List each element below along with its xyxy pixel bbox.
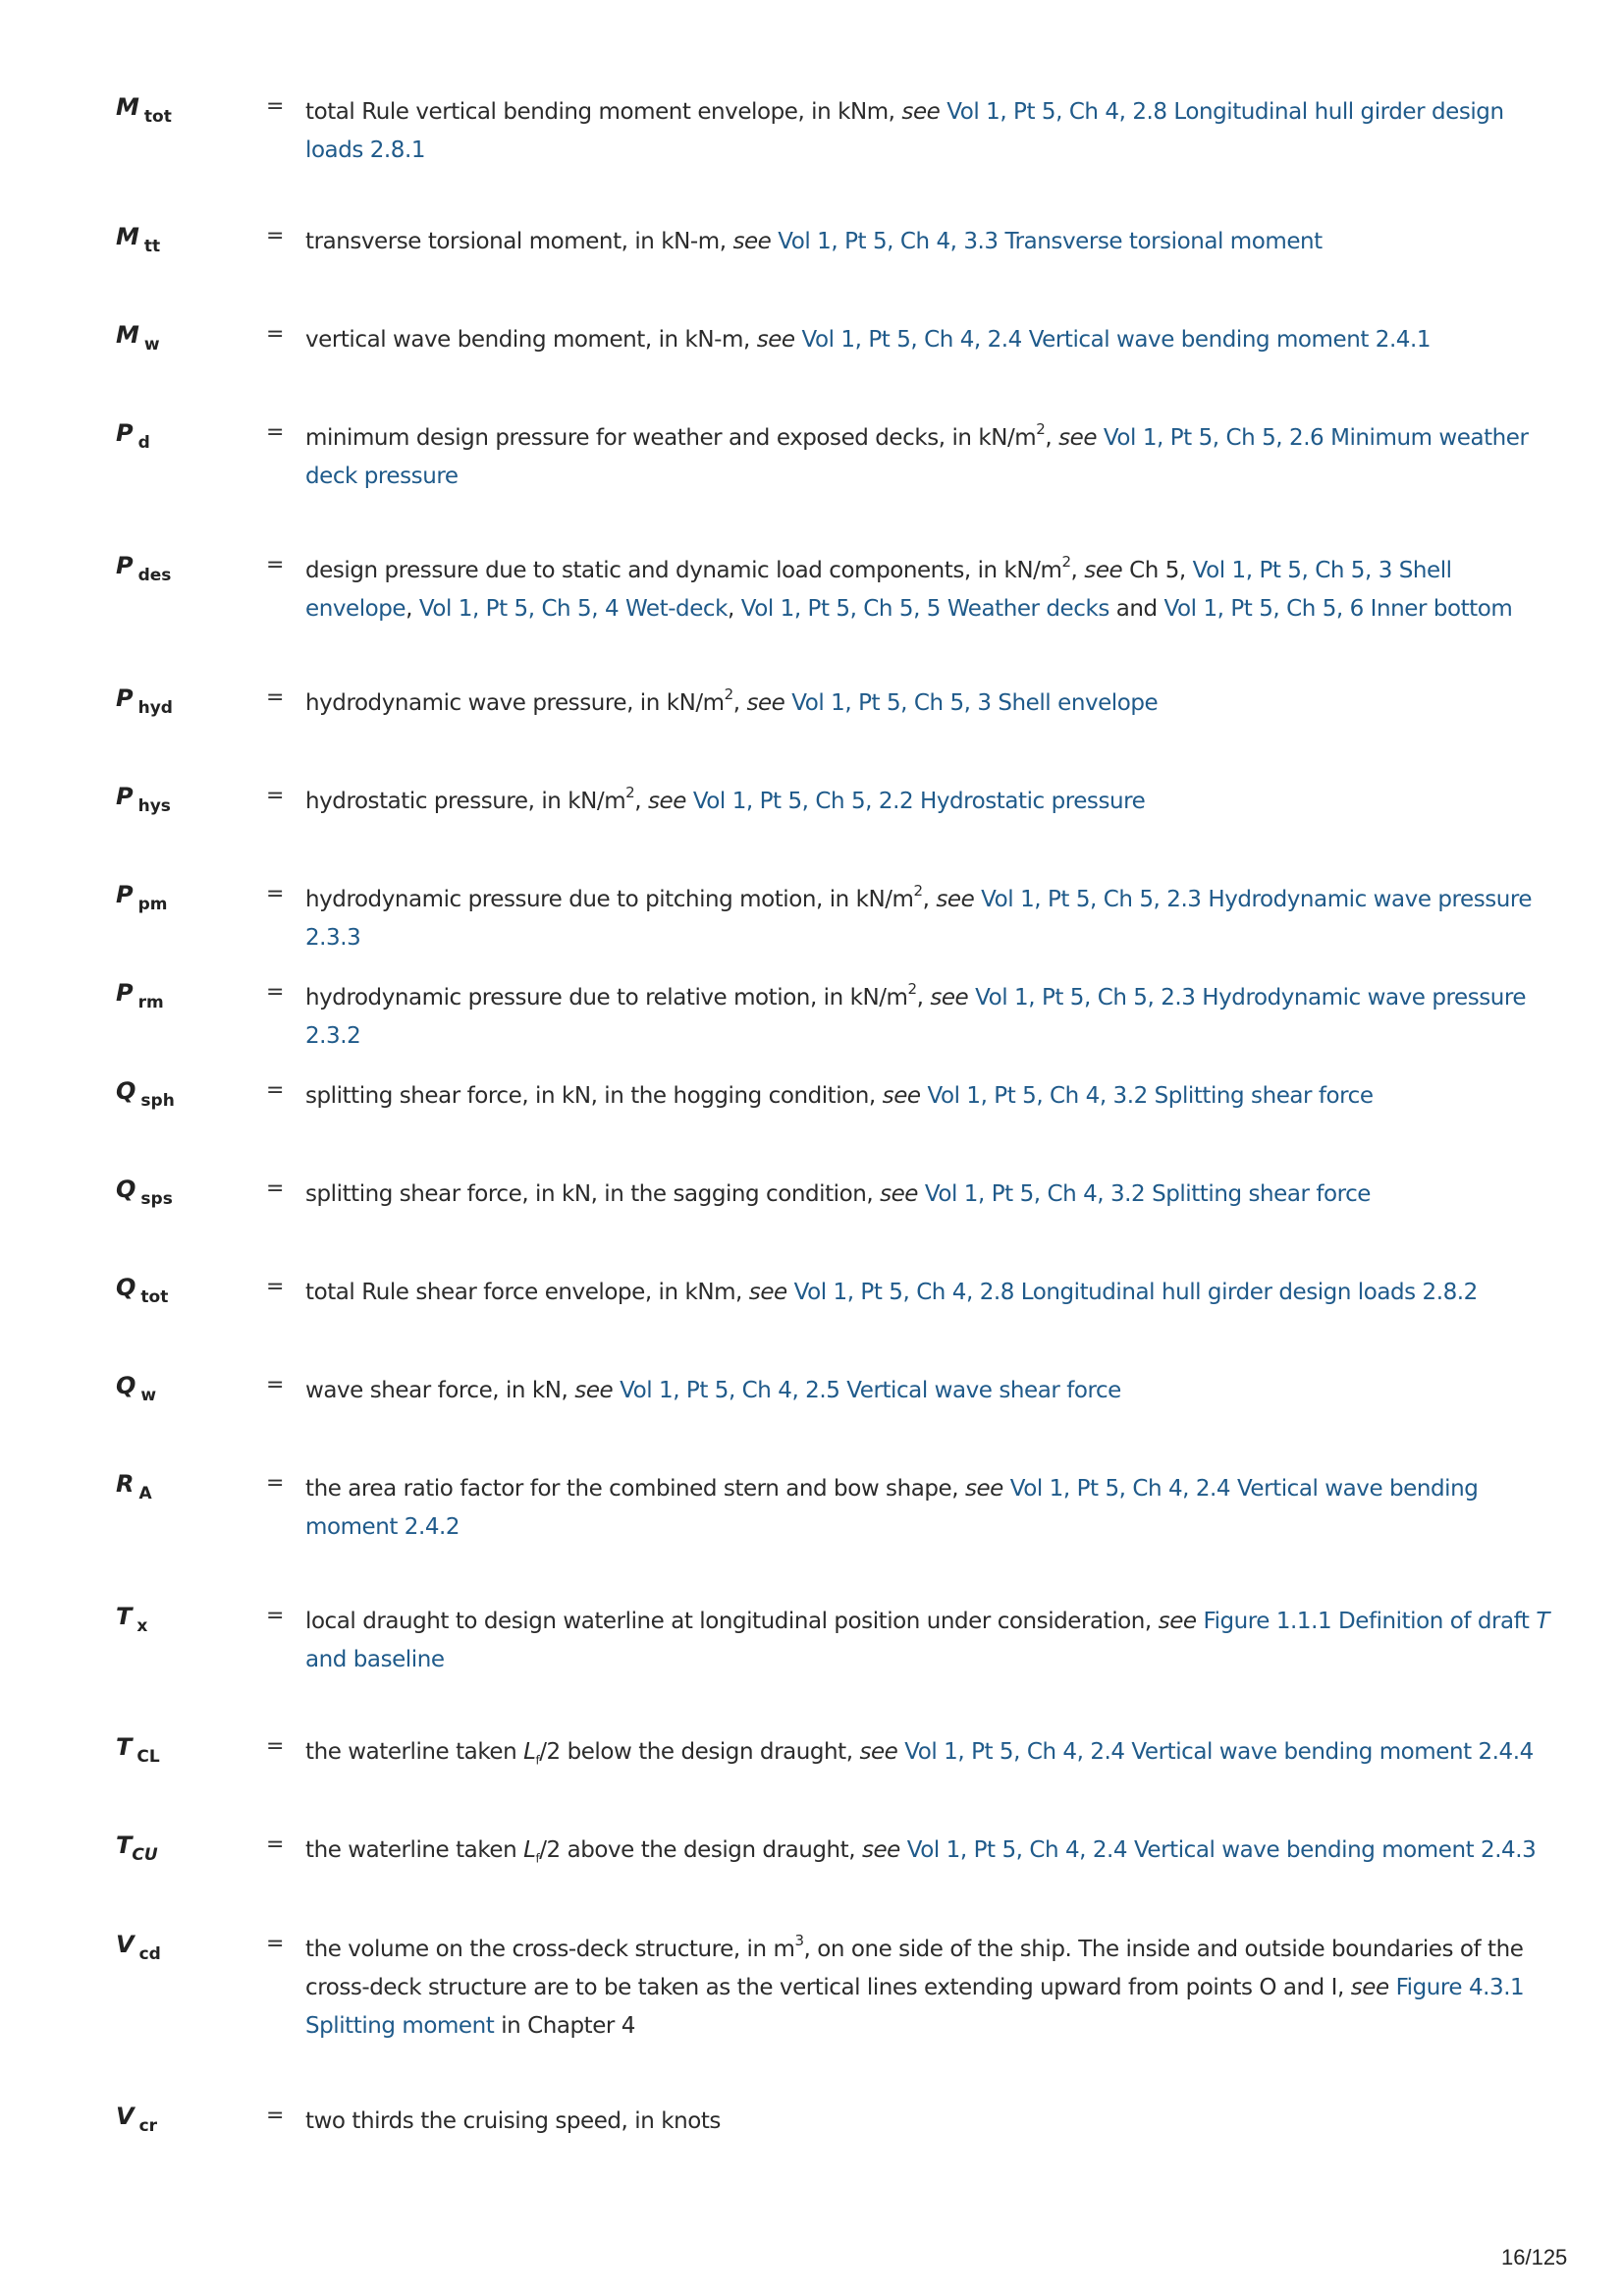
- cross-reference-link[interactable]: Vol 1, Pt 5, Ch 4, 2.8 Longitudinal hull girder design loads 2.8.1: [305, 99, 1504, 163]
- definition-text: transverse torsional moment, in kN-m, see Vol 1, Pt 5, Ch 4, 3.3 Transverse torsional moment: [305, 229, 1323, 254]
- equals-sign: =: [266, 1734, 285, 1759]
- definition-text: the area ratio factor for the combined stern and bow shape, see Vol 1, Pt 5, Ch 4, 2.4 Vertical wave bending moment 2.4.2: [305, 1476, 1479, 1540]
- cross-reference-link[interactable]: Vol 1, Pt 5, Ch 4, 2.5 Vertical wave shear force: [620, 1378, 1121, 1403]
- definition-text: hydrodynamic pressure due to pitching motion, in $kN/m^2$, see Vol 1, Pt 5, Ch 5, 2.3 Hydrodynamic wave pressure 2.3.3: [305, 882, 1533, 951]
- cross-reference-link[interactable]: Vol 1, Pt 5, Ch 4, 2.8 Longitudinal hull girder design loads 2.8.2: [793, 1280, 1478, 1305]
- equals-sign: =: [266, 2104, 285, 2128]
- equals-sign: =: [266, 1604, 285, 1628]
- cross-reference-link[interactable]: Vol 1, Pt 5, Ch 5, 2.6 Minimum weather deck pressure: [305, 425, 1529, 489]
- symbol: T $_x$: [116, 1603, 148, 1636]
- definition-text: splitting shear force, in kN, in the sagging condition, see Vol 1, Pt 5, Ch 4, 3.2 Splitting shear force: [305, 1181, 1371, 1207]
- cross-reference-link[interactable]: Vol 1, Pt 5, Ch 4, 2.4 Vertical wave bending moment 2.4.1: [801, 327, 1432, 353]
- cross-reference-link[interactable]: Vol 1, Pt 5, Ch 5, 3 Shell envelope: [791, 690, 1159, 716]
- symbol: P $_{hyd}$: [116, 684, 173, 718]
- symbol: P $_d$: [116, 419, 150, 453]
- equals-sign: =: [266, 784, 285, 808]
- equals-sign: =: [266, 882, 285, 906]
- equals-sign: =: [266, 980, 285, 1005]
- symbol: M $_w$: [116, 321, 160, 355]
- equals-sign: =: [266, 553, 285, 577]
- cross-reference-link[interactable]: Vol 1, Pt 5, Ch 5, 2.3 Hydrodynamic wave pressure 2.3.2: [305, 985, 1527, 1049]
- symbol: V $_{cd}$: [116, 1931, 161, 1964]
- cross-reference-link[interactable]: Vol 1, Pt 5, Ch 4, 2.4 Vertical wave bending moment 2.4.2: [305, 1476, 1479, 1540]
- cross-reference-link[interactable]: Figure 4.3.1 Splitting moment: [305, 1975, 1525, 2039]
- definition-text: the volume on the cross-deck structure, in $m^3$, on one side of the ship. The inside and outside boundaries of the cross-deck structure are to be taken as the vertical lines extending upward from points O and I, see Figure 4.3.1 Splitting moment in Chapter 4: [305, 1932, 1525, 2039]
- symbol: Q $_w$: [116, 1372, 157, 1405]
- cross-reference-link[interactable]: Vol 1, Pt 5, Ch 4, 2.4 Vertical wave bending moment 2.4.4: [904, 1739, 1534, 1765]
- definition-text: minimum design pressure for weather and exposed decks, in $kN/m^2$, see Vol 1, Pt 5, Ch 5, 2.6 Minimum weather deck pressure: [305, 420, 1529, 489]
- equals-sign: =: [266, 1373, 285, 1397]
- definition-text: wave shear force, in kN, see Vol 1, Pt 5, Ch 4, 2.5 Vertical wave shear force: [305, 1378, 1121, 1403]
- equals-sign: =: [266, 1832, 285, 1857]
- symbol: M $_{tot}$: [116, 93, 172, 127]
- cross-reference-link[interactable]: Vol 1, Pt 5, Ch 4, 3.2 Splitting shear force: [924, 1181, 1371, 1207]
- definition-text: total Rule vertical bending moment envelope, in kNm, see Vol 1, Pt 5, Ch 4, 2.8 Longitudinal hull girder design loads 2.8.1: [305, 99, 1504, 163]
- definition-text: the waterline taken $L_f/2$ below the design draught, see Vol 1, Pt 5, Ch 4, 2.4 Vertical wave bending moment 2.4.4: [305, 1739, 1534, 1768]
- cross-reference-link[interactable]: Vol 1, Pt 5, Ch 5, 6 Inner bottom: [1163, 596, 1513, 622]
- symbol: Q $_{tot}$: [116, 1274, 169, 1307]
- cross-reference-link[interactable]: Vol 1, Pt 5, Ch 5, 3 Shell envelope: [305, 558, 1452, 622]
- symbol: M $_{tt}$: [116, 223, 161, 256]
- cross-reference-link[interactable]: Vol 1, Pt 5, Ch 5, 2.2 Hydrostatic pressure: [692, 789, 1146, 814]
- equals-sign: =: [266, 322, 285, 347]
- symbol: P $_{des}$: [116, 552, 172, 585]
- symbol: Q $_{sps}$: [116, 1175, 173, 1209]
- symbol: P $_{pm}$: [116, 881, 168, 914]
- definition-text: hydrodynamic wave pressure, in $kN/m^2$, see Vol 1, Pt 5, Ch 5, 3 Shell envelope: [305, 685, 1159, 716]
- definition-text: the waterline taken $L_f/2$ above the design draught, see Vol 1, Pt 5, Ch 4, 2.4 Vertical wave bending moment 2.4.3: [305, 1837, 1537, 1866]
- definition-text: hydrodynamic pressure due to relative motion, in $kN/m^2$, see Vol 1, Pt 5, Ch 5, 2.3 Hydrodynamic wave pressure 2.3.2: [305, 980, 1527, 1049]
- symbol: V $_{cr}$: [116, 2103, 158, 2136]
- symbol: Q $_{sph}$: [116, 1077, 175, 1111]
- definition-text: two thirds the cruising speed, in knots: [305, 2108, 721, 2134]
- definition-text: vertical wave bending moment, in kN-m, see Vol 1, Pt 5, Ch 4, 2.4 Vertical wave bending moment 2.4.1: [305, 327, 1432, 353]
- equals-sign: =: [266, 1176, 285, 1201]
- page-number: 16/125: [1501, 2245, 1568, 2269]
- definition-text: splitting shear force, in kN, in the hogging condition, see Vol 1, Pt 5, Ch 4, 3.2 Splitting shear force: [305, 1083, 1374, 1109]
- equals-sign: =: [266, 685, 285, 710]
- symbol: P $_{rm}$: [116, 979, 164, 1012]
- equals-sign: =: [266, 1078, 285, 1103]
- equals-sign: =: [266, 224, 285, 248]
- definition-text: total Rule shear force envelope, in kNm, see Vol 1, Pt 5, Ch 4, 2.8 Longitudinal hull girder design loads 2.8.2: [305, 1280, 1478, 1305]
- definition-text: design pressure due to static and dynamic load components, in $kN/m^2$, see Ch 5, Vol 1, Pt 5, Ch 5, 3 Shell envelope, Vol 1, Pt 5, Ch 5, 4 Wet-deck, Vol 1, Pt 5, Ch 5, 5 Weather decks and Vol 1, Pt 5, Ch 5, 6 Inner bottom: [305, 553, 1513, 622]
- equals-sign: =: [266, 1932, 285, 1956]
- cross-reference-link[interactable]: Vol 1, Pt 5, Ch 4, 2.4 Vertical wave bending moment 2.4.3: [906, 1837, 1537, 1863]
- symbol: R $_A$: [116, 1470, 152, 1503]
- cross-reference-link[interactable]: Vol 1, Pt 5, Ch 5, 2.3 Hydrodynamic wave pressure 2.3.3: [305, 887, 1533, 951]
- equals-sign: =: [266, 420, 285, 445]
- equals-sign: =: [266, 94, 285, 119]
- cross-reference-link[interactable]: Vol 1, Pt 5, Ch 4, 3.3 Transverse torsional moment: [778, 229, 1323, 254]
- cross-reference-link[interactable]: Vol 1, Pt 5, Ch 5, 5 Weather decks: [740, 596, 1109, 622]
- definition-text: hydrostatic pressure, in $kN/m^2$, see Vol 1, Pt 5, Ch 5, 2.2 Hydrostatic pressure: [305, 784, 1146, 814]
- symbol: T $_{CL}$: [116, 1733, 160, 1767]
- symbol: $T_{CU}$: [116, 1831, 158, 1865]
- equals-sign: =: [266, 1275, 285, 1299]
- cross-reference-link[interactable]: Vol 1, Pt 5, Ch 5, 4 Wet-deck: [418, 596, 728, 622]
- cross-reference-link[interactable]: Figure 1.1.1 Definition of draft T and baseline: [305, 1609, 1549, 1672]
- definition-text: local draught to design waterline at longitudinal position under consideration, see Figure 1.1.1 Definition of draft T and baseline: [305, 1609, 1549, 1672]
- cross-reference-link[interactable]: Vol 1, Pt 5, Ch 4, 3.2 Splitting shear force: [927, 1083, 1374, 1109]
- symbol: P $_{hys}$: [116, 783, 171, 816]
- equals-sign: =: [266, 1471, 285, 1496]
